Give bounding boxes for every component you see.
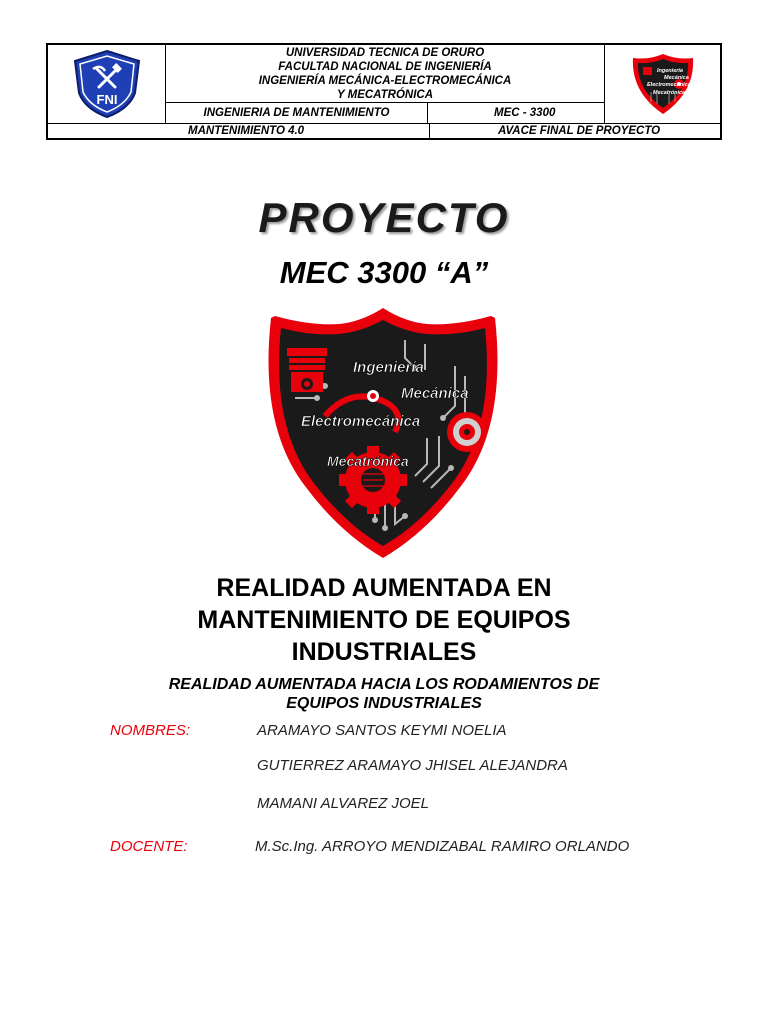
student-name-1: ARAMAYO SANTOS KEYMI NOELIA (257, 722, 507, 739)
project-title-line-2: MANTENIMIENTO DE EQUIPOS (197, 606, 571, 634)
project-subtitle-line-1: REALIDAD AUMENTADA HACIA LOS RODAMIENTOS DE (168, 676, 600, 693)
page-title: PROYECTO (258, 194, 510, 241)
faculty-name: FACULTAD NACIONAL DE INGENIERÍA (278, 61, 492, 73)
career-logo-line-3: Electromecánica (646, 82, 691, 88)
student-name-2: GUTIERREZ ARAMAYO JHISEL ALEJANDRA (257, 757, 568, 774)
fni-logo-text: FNI (96, 92, 117, 107)
document-status: AVACE FINAL DE PROYECTO (498, 125, 661, 137)
career-line-2: Y MECATRÓNICA (336, 89, 434, 101)
institution-block (166, 45, 604, 103)
career-logo-line-2: Mecánica (663, 75, 689, 81)
emblem-text-mecatronica: Mecatrónica (327, 453, 409, 469)
project-subtitle (120, 675, 648, 713)
career-logo-line-1: Ingeniería (656, 68, 683, 74)
piston-icon (287, 348, 327, 392)
project-title (110, 572, 658, 668)
university-name: UNIVERSIDAD TECNICA DE ORURO (285, 47, 485, 59)
bearing-icon (447, 412, 487, 452)
career-logo (604, 45, 720, 124)
course-name: INGENIERIA DE MANTENIMIENTO (166, 103, 428, 124)
project-subtitle-line-2: EQUIPOS INDUSTRIALES (286, 695, 482, 712)
project-title-line-3: INDUSTRIALES (291, 638, 477, 666)
course-code: MEC - 3300 (428, 103, 604, 124)
teacher-label: DOCENTE: (110, 838, 188, 855)
emblem-text-ingenieria: Ingeniería (353, 359, 424, 376)
career-line-1: INGENIERÍA MECÁNICA-ELECTROMECÁNICA (258, 75, 512, 87)
student-name-3: MAMANI ALVAREZ JOEL (257, 795, 429, 812)
document-header (46, 43, 722, 140)
emblem-text-mecanica: Mecánica (401, 385, 469, 402)
emblem-text-electromecanica: Electromecánica (301, 413, 421, 430)
course-subtitle: MEC 3300 “A” (279, 255, 489, 290)
subject-name: MANTENIMIENTO 4.0 (48, 124, 430, 140)
fni-shield-icon (71, 49, 143, 119)
teacher-name: M.Sc.Ing. ARROYO MENDIZABAL RAMIRO ORLANDO (255, 838, 630, 855)
career-emblem (255, 306, 511, 560)
career-shield-icon (629, 52, 697, 116)
project-title-line-1: REALIDAD AUMENTADA EN (216, 574, 552, 602)
career-logo-line-4: Mecatrónica (652, 90, 685, 96)
fni-logo (48, 45, 166, 124)
names-label: NOMBRES: (110, 722, 191, 739)
